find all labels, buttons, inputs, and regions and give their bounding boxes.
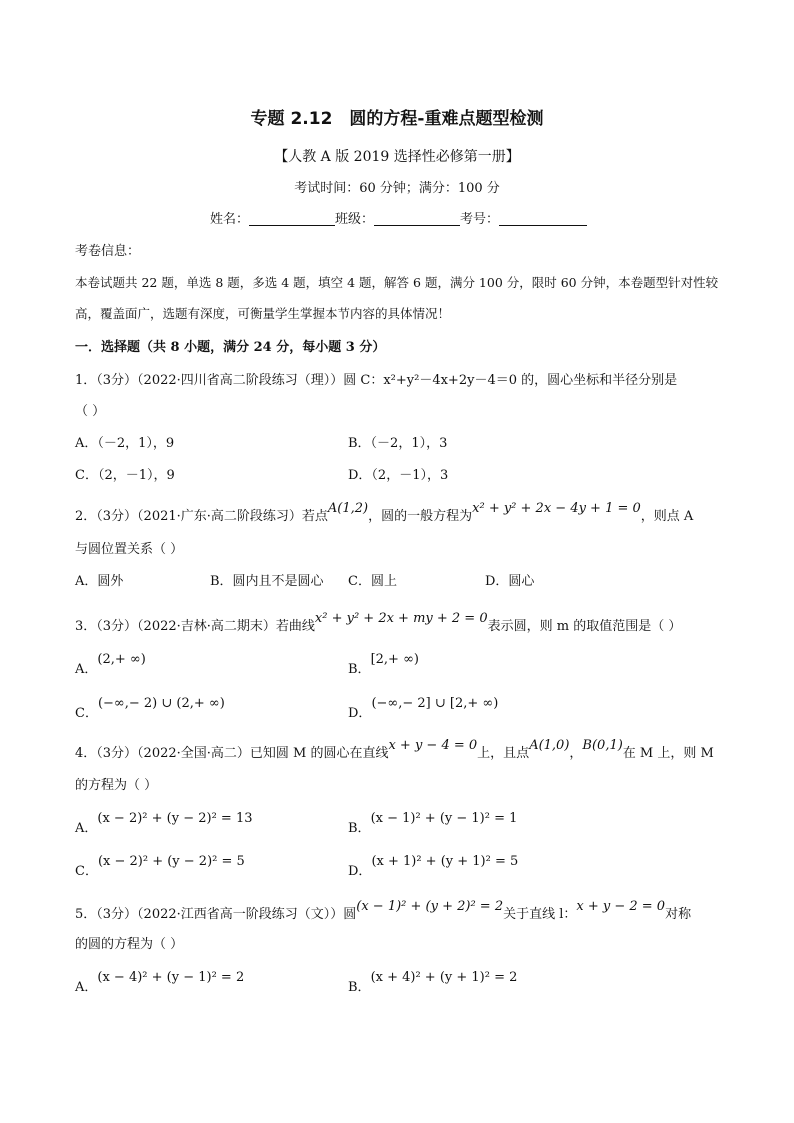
name-label: 姓名： (210, 212, 250, 227)
q5-line-equation: x + y − 2 = 0 (576, 899, 666, 914)
q4-option-b-label: B． (348, 821, 371, 836)
q5-option-b-value: (x + 4)² + (y + 1)² = 2 (370, 970, 518, 985)
q3-option-c-value: (−∞,− 2) ∪ (2,+ ∞) (97, 696, 225, 711)
number-field[interactable] (499, 211, 587, 226)
q4-option-b-value: (x − 1)² + (y − 1)² = 1 (370, 811, 518, 826)
question-4-stem (75, 738, 714, 761)
number-label: 考号： (460, 212, 500, 227)
q1-option-b[interactable]: B．（－2，1），3 (348, 436, 448, 451)
q2-stem-c: ，则点 A (640, 509, 694, 524)
name-field[interactable] (249, 211, 335, 226)
q5-stem-b: 关于直线 l： (503, 907, 577, 922)
q3-equation: x² + y² + 2x + my + 2 = 0 (314, 611, 488, 626)
q2-option-b[interactable]: B．圆内且不是圆心 (210, 574, 324, 589)
q5-circle-equation: (x − 1)² + (y + 2)² = 2 (356, 899, 504, 914)
q2-point: A(1,2) (327, 501, 369, 516)
q3-option-b[interactable] (348, 648, 419, 677)
q1-option-a[interactable]: A．（－2，1），9 (75, 436, 175, 451)
q4-stem-b: 上，且点 (477, 746, 530, 761)
q3-option-a-label: A． (75, 662, 98, 677)
q3-option-b-value: [2,+ ∞) (370, 652, 419, 667)
info-line-1: 本卷试题共 22 题，单选 8 题，多选 4 题，填空 4 题，解答 6 题，满分 100 分，限时 60 分钟，本卷题型针对性较 (75, 275, 719, 290)
class-field[interactable] (374, 211, 460, 226)
q4-option-a[interactable] (75, 807, 253, 836)
q3-option-d-value: (−∞,− 2] ∪ [2,+ ∞) (371, 696, 499, 711)
q4-stem-c: 在 M 上，则 M (622, 746, 714, 761)
question-1-stem: 1．（3分）（2022·四川省高二阶段练习（理））圆 C：x²+y²－4x+2y－4＝0 的，圆心坐标和半径分别是 (75, 373, 678, 388)
question-2-stem (75, 501, 694, 524)
q2-equation: x² + y² + 2x − 4y + 1 = 0 (472, 501, 641, 516)
q2-option-a[interactable]: A．圆外 (75, 574, 124, 589)
question-2-stem-cont: 与圆位置关系（ ） (75, 542, 184, 557)
q2-stem-b: ，圆的一般方程为 (368, 509, 473, 524)
q4-option-d-label: D． (348, 864, 372, 879)
q4-option-d-value: (x + 1)² + (y + 1)² = 5 (371, 854, 519, 869)
question-5-stem-cont: 的圆的方程为（ ） (75, 937, 184, 952)
q3-option-b-label: B． (348, 662, 371, 677)
class-label: 班级： (335, 212, 375, 227)
q1-option-c[interactable]: C．（2，－1），9 (75, 468, 175, 483)
exam-info: 考试时间：60 分钟；满分：100 分 (294, 181, 500, 196)
q4-option-d[interactable] (348, 850, 519, 879)
q4-line-equation: x + y − 4 = 0 (388, 738, 478, 753)
section-heading: 一．选择题（共 8 小题，满分 24 分，每小题 3 分） (75, 340, 386, 355)
q2-option-c[interactable]: C．圆上 (348, 574, 397, 589)
q2-option-d[interactable]: D．圆心 (485, 574, 535, 589)
q5-stem-a: 5．（3分）（2022·江西省高一阶段练习（文））圆 (75, 907, 357, 922)
q3-option-a-value: (2,+ ∞) (97, 652, 146, 667)
question-5-stem (75, 899, 692, 922)
q3-option-c[interactable] (75, 692, 225, 721)
q4-stem-a: 4．（3分）（2022·全国·高二）已知圆 M 的圆心在直线 (75, 746, 389, 761)
q5-option-b-label: B． (348, 980, 371, 995)
q4-option-c-value: (x − 2)² + (y − 2)² = 5 (97, 854, 245, 869)
q4-option-b[interactable] (348, 807, 518, 836)
q3-option-d-label: D． (348, 706, 372, 721)
q5-stem-c: 对称 (665, 907, 692, 922)
q3-stem-b: 表示圆，则 m 的取值范围是（ ） (487, 619, 682, 634)
q4-option-a-value: (x − 2)² + (y − 2)² = 13 (97, 811, 253, 826)
q4-option-c-label: C． (75, 864, 98, 879)
q3-stem-a: 3．（3分）（2022·吉林·高二期末）若曲线 (75, 619, 315, 634)
question-4-stem-cont: 的方程为（ ） (75, 778, 158, 793)
q5-option-b[interactable] (348, 966, 518, 995)
q4-option-a-label: A． (75, 821, 98, 836)
question-3-stem (75, 611, 682, 634)
edition-label: 【人教 A 版 2019 选择性必修第一册】 (274, 149, 520, 165)
q1-option-d[interactable]: D．（2，－1），3 (348, 468, 449, 483)
q5-option-a-value: (x − 4)² + (y − 1)² = 2 (97, 970, 245, 985)
info-line-2: 高，覆盖面广，选题有深度，可衡量学生掌握本节内容的具体情况！ (75, 306, 451, 321)
question-1-stem-cont: （ ） (75, 404, 106, 419)
q5-option-a[interactable] (75, 966, 245, 995)
q2-stem-a: 2．（3分）（2021·广东·高二阶段练习）若点 (75, 509, 328, 524)
info-label: 考卷信息： (75, 244, 141, 259)
q4-comma: ， (569, 746, 583, 761)
q3-option-d[interactable] (348, 692, 499, 721)
q4-point-a: A(1,0) (529, 738, 570, 753)
q4-option-c[interactable] (75, 850, 245, 879)
q5-option-a-label: A． (75, 980, 98, 995)
q4-point-b: B(0,1) (582, 738, 623, 753)
student-info-row (210, 208, 587, 227)
q3-option-a[interactable] (75, 648, 146, 677)
q3-option-c-label: C． (75, 706, 98, 721)
page-title: 专题 2.12 圆的方程-重难点题型检测 (250, 109, 544, 129)
